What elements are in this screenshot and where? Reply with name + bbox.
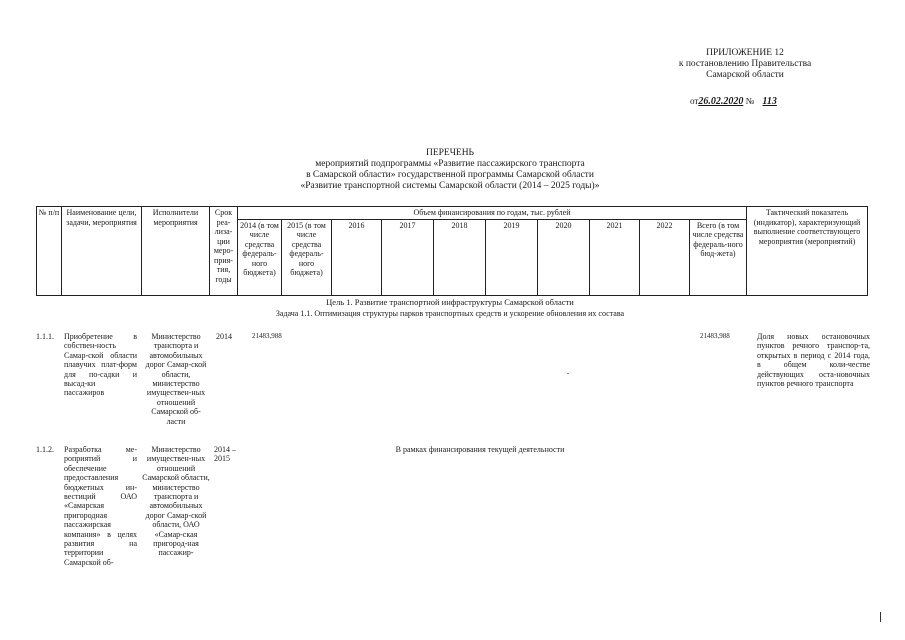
row-indicator: Доля новых остановочных пунктов речного транспор-та, открытых в период с 2014 года, в общем коли-честве действующих оста-новочных пунктов речного транспорта — [757, 332, 870, 389]
header-indicator: Тактический показатель (индикатор), характеризующий выполнение соответствующего мероприятия (мероприятий) — [747, 207, 868, 296]
header-2016: 2016 — [332, 219, 382, 295]
header-executors: Исполнители мероприятия — [142, 207, 210, 296]
row-executors: Министерство имуществен-ных отношений Самарской области, министерство транспорта и автомобильных дорог Самар-ской области, ОАО «Самар-ская пригород-ная пассажир- — [142, 445, 210, 558]
header-total: Всего (в том числе средства федераль-ного бюд-жета) — [690, 219, 747, 295]
header-2018: 2018 — [434, 219, 486, 295]
row-value-2014: 21483,988 — [252, 332, 282, 340]
task-heading: Задача 1.1. Оптимизация структуры парков транспортных средств и ускорение обновления их состава — [275, 309, 625, 318]
title-line3: в Самарской области» государственной программы Самарской области — [306, 170, 594, 180]
row-num: 1.1.1. — [36, 332, 54, 341]
header-2020: 2020 — [538, 219, 590, 295]
header-2019: 2019 — [486, 219, 538, 295]
header-2017: 2017 — [382, 219, 434, 295]
title-line4: «Развитие транспортной системы Самарской области (2014 – 2025 годы)» — [300, 181, 600, 191]
header-2022: 2022 — [640, 219, 690, 295]
title-line1: ПЕРЕЧЕНЬ — [425, 148, 475, 158]
goal-heading: Цель 1. Развитие транспортной инфраструктуры Самарской области — [326, 297, 574, 307]
appendix-line2: к постановлению Правительства — [678, 59, 812, 69]
scan-speck — [567, 373, 569, 374]
appendix-title: ПРИЛОЖЕНИЕ 12 — [706, 48, 784, 58]
row-num: 1.1.2. — [36, 445, 54, 454]
row-executors: Министерство транспорта и автомобильных дорог Самар-ской области, министерство имуществен-ных отношений Самарской об-ласти — [145, 332, 207, 426]
row-term: 2014 — [216, 332, 232, 341]
header-2014: 2014 (в том числе средства федераль-ного бюджета) — [238, 219, 282, 295]
document-title — [200, 148, 700, 192]
row-name: Разработка ме-роприятий и обеспечение предоставления бюджетных ин-вестиций ОАО «Самарская пригородная пассажирская компания» в целях развития на территории Самарской об- — [64, 445, 137, 567]
decree-line — [690, 96, 783, 107]
header-financing: Объем финансирования по годам, тыс. рублей — [238, 207, 747, 220]
appendix-line3: Самарской области — [706, 70, 784, 80]
header-term: Срок реа-лиза-ции меро-прия-тия, годы — [210, 207, 238, 296]
title-line2: мероприятий подпрограммы «Развитие пассажирского транспорта — [315, 159, 585, 169]
row-name: Приобретение в собствен-ность Самар-ской области плавучих плат-форм для по-садки и высад-ки пассажиров — [64, 332, 137, 398]
row-financing-note: В рамках финансирования текущей деятельности — [395, 445, 565, 454]
decree-no-label: № — [745, 96, 755, 106]
header-num: № п/п — [37, 207, 62, 296]
row-term: 2014 – 2015 — [214, 445, 236, 464]
header-2021: 2021 — [590, 219, 640, 295]
header-2015: 2015 (в том числе средства федераль-ного бюджета) — [282, 219, 332, 295]
appendix-block — [640, 48, 850, 81]
decree-number: 113 — [762, 96, 777, 107]
row-value-total: 21483,988 — [700, 332, 730, 340]
page-edge-mark — [880, 612, 881, 622]
decree-date: 26.02.2020 — [698, 96, 744, 107]
activities-table-header — [36, 206, 868, 296]
decree-prefix: от — [690, 96, 699, 106]
header-name: Наименование цели, задачи, мероприятия — [62, 207, 142, 296]
